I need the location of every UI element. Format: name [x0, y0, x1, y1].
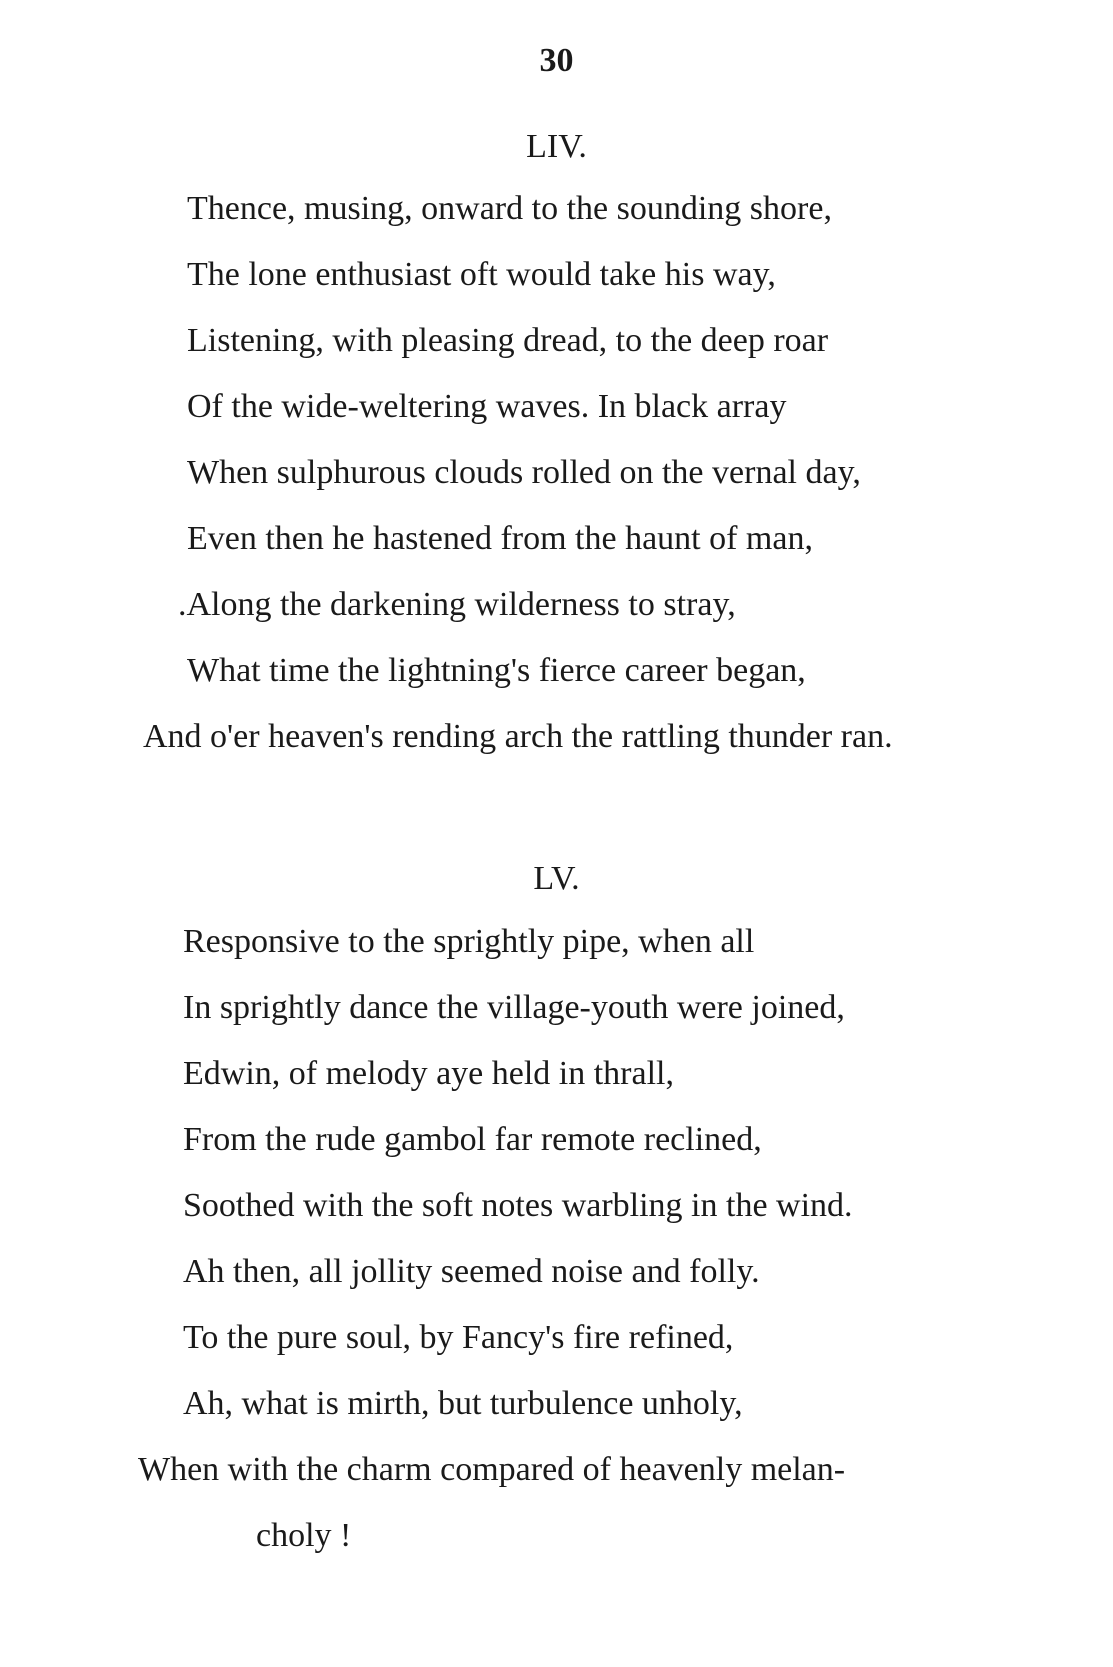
poem-line: .Along the darkening wilderness to stray,	[178, 586, 736, 623]
poem-line: Of the wide-weltering waves. In black array	[187, 388, 787, 425]
poem-line: Thence, musing, onward to the sounding shore,	[187, 190, 832, 227]
poem-line: In sprightly dance the village-youth were joined,	[183, 989, 845, 1026]
stanza-heading-lv: LV.	[533, 860, 580, 897]
poem-line: Listening, with pleasing dread, to the deep roar	[187, 322, 829, 359]
poem-line: Soothed with the soft notes warbling in the wind.	[183, 1187, 853, 1224]
poem-line: Ah, what is mirth, but turbulence unholy,	[183, 1385, 743, 1422]
poem-line: Responsive to the sprightly pipe, when all	[183, 923, 755, 960]
stanza-heading-liv: LIV.	[526, 128, 587, 165]
poem-line: To the pure soul, by Fancy's fire refined,	[183, 1319, 734, 1356]
poem-line: Ah then, all jollity seemed noise and folly.	[183, 1253, 760, 1290]
poem-line: Edwin, of melody aye held in thrall,	[183, 1055, 674, 1092]
poem-line: From the rude gambol far remote reclined,	[183, 1121, 762, 1158]
poem-line: The lone enthusiast oft would take his way,	[187, 256, 776, 293]
poem-line: And o'er heaven's rending arch the rattling thunder ran.	[143, 718, 893, 755]
poem-line: When sulphurous clouds rolled on the vernal day,	[187, 454, 861, 491]
page-number: 30	[539, 42, 574, 79]
poem-line: Even then he hastened from the haunt of man,	[187, 520, 813, 557]
poem-line: What time the lightning's fierce career began,	[187, 652, 806, 689]
poem-line: When with the charm compared of heavenly melan-	[138, 1451, 846, 1488]
poem-line: choly !	[256, 1517, 352, 1554]
